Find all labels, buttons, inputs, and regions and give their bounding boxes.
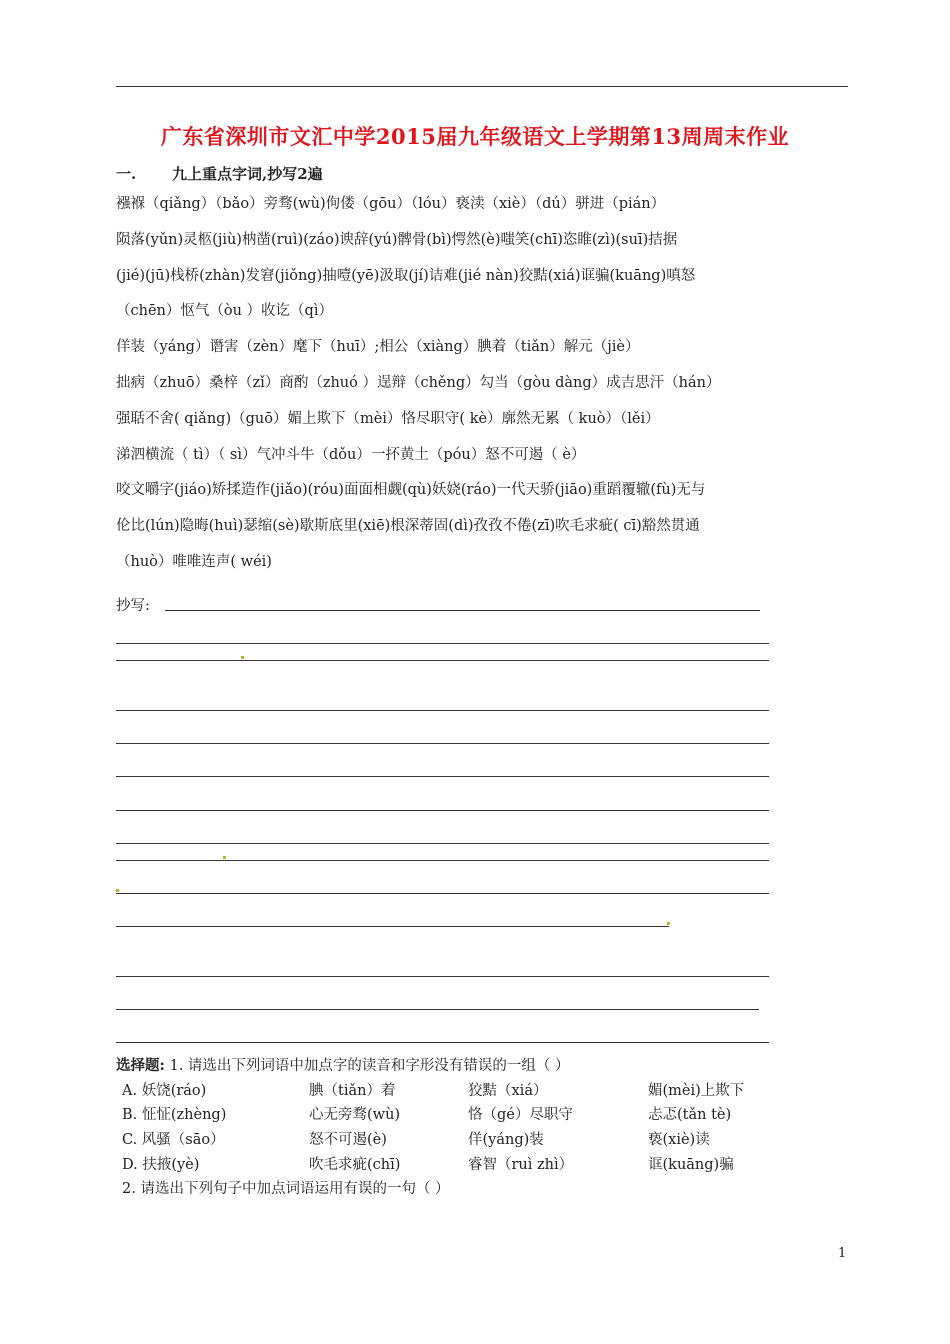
option-item: 恪（gé）尽职守	[468, 1107, 573, 1124]
option-item: 吹毛求疵(chī)	[309, 1156, 401, 1173]
section-number: 一.	[116, 165, 137, 183]
vocab-line: 陨落(yǔn)灵柩(jiù)枘凿(ruì)(záo)谀辞(yú)髀骨(bì)愕然(è)嗤笑(chī)恣睢(zì)(suī)拮据	[116, 231, 678, 248]
option-item: 忐忑(tǎn tè)	[648, 1107, 732, 1124]
section-heading	[116, 163, 323, 184]
writing-line	[116, 743, 769, 744]
writing-line	[116, 710, 769, 711]
option-item: B. 怔怔(zhèng)	[122, 1107, 227, 1124]
option-item: 腆（tiǎn）着	[309, 1082, 396, 1099]
writing-line	[116, 810, 769, 811]
writing-line	[116, 860, 769, 861]
page-title: 广东省深圳市文汇中学2015届九年级语文上学期第13周周末作业	[160, 124, 790, 149]
option-row-d	[116, 1153, 856, 1178]
vocab-line: 佯装（yáng）谮害（zèn）麾下（huī）;相公（xiàng）腆着（tiǎn）解元（jiè）	[116, 339, 640, 356]
option-item: A. 妖饶(ráo)	[122, 1082, 207, 1099]
vocab-line: 咬文嚼字(jiáo)矫揉造作(jiǎo)(róu)面面相觑(qù)妖娆(ráo)一代天骄(jiāo)重蹈覆辙(fù)无与	[116, 482, 706, 499]
quiz-block	[116, 1054, 856, 1202]
vocab-block	[116, 190, 856, 584]
writing-line	[116, 776, 769, 777]
scan-speck	[667, 922, 670, 925]
scan-speck	[223, 856, 226, 859]
quiz-label: 选择题:	[116, 1057, 165, 1074]
vocab-line: (jié)(jū)栈桥(zhàn)发窘(jiǒng)抽噎(yē)汲取(jí)诘难(jié nàn)狡黠(xiá)诓骗(kuāng)嗔怒	[116, 267, 696, 284]
quiz-question-2	[116, 1177, 856, 1202]
vocab-line: 强聒不舍( qiǎng)（guō）媚上欺下（mèi）恪尽职守( kè）廓然无累（ kuò）（lěi）	[116, 410, 660, 427]
writing-line	[116, 893, 769, 894]
option-item: D. 扶掖(yè)	[122, 1156, 200, 1173]
option-item: 怒不可遏(è)	[309, 1132, 387, 1149]
writing-line	[116, 1009, 759, 1010]
option-row-c	[116, 1128, 856, 1153]
writing-line	[116, 976, 769, 977]
vocab-line: 伦比(lún)隐晦(huì)瑟缩(sè)歇斯底里(xiē)根深蒂固(dì)孜孜不倦(zī)吹毛求疵( cī)豁然贯通	[116, 518, 700, 535]
option-row-a	[116, 1079, 856, 1104]
option-row-b	[116, 1103, 856, 1128]
header-rule	[116, 86, 848, 87]
option-item: 佯(yáng)装	[468, 1132, 544, 1149]
writing-line	[116, 843, 769, 844]
vocab-line: （chēn）怄气（òu ）收讫（qì）	[116, 303, 333, 320]
question-text: 1. 请选出下列词语中加点字的读音和字形没有错误的一组（ ）	[169, 1058, 570, 1074]
scan-speck	[241, 656, 244, 659]
writing-line	[116, 643, 769, 644]
question-text: 2. 请选出下列句子中加点词语运用有误的一句（ ）	[122, 1181, 450, 1198]
vocab-line: 涕泗横流（ tì）（ sì）气冲斗牛（dǒu）一抔黄土（póu）怒不可遏（ è）	[116, 446, 586, 463]
copy-label: 抄写:	[116, 598, 150, 614]
scan-speck	[116, 889, 119, 892]
vocab-line: （huò）唯唯连声( wéi)	[116, 553, 272, 570]
writing-line	[116, 660, 769, 661]
option-item: C. 风骚（sāo）	[122, 1132, 225, 1149]
option-item: 亵(xiè)读	[648, 1132, 710, 1149]
writing-line	[165, 610, 760, 611]
vocab-line: 襁褓（qiǎng）（bǎo）旁骛(wù)佝偻（gōu）（lóu）亵渎（xiè）（dú）骈进（pián）	[116, 196, 666, 212]
writing-line	[116, 1042, 769, 1043]
page-number: 1	[838, 1246, 847, 1261]
option-item: 媚(mèi)上欺下	[648, 1082, 745, 1099]
vocab-line: 拙病（zhuō）桑梓（zǐ）商酌（zhuó ）逞辩（chěng）勾当（gòu dàng）成吉思汗（hán）	[116, 374, 721, 391]
writing-line	[116, 926, 669, 927]
option-item: 诓(kuāng)骗	[648, 1156, 734, 1173]
quiz-question-1	[116, 1054, 856, 1079]
option-item: 睿智（ruì zhì）	[468, 1156, 574, 1173]
option-item: 心无旁骛(wù)	[309, 1107, 401, 1124]
option-item: 狡黠（xiá）	[468, 1082, 548, 1099]
section-heading-text: 九上重点字词,抄写2遍	[172, 165, 323, 183]
